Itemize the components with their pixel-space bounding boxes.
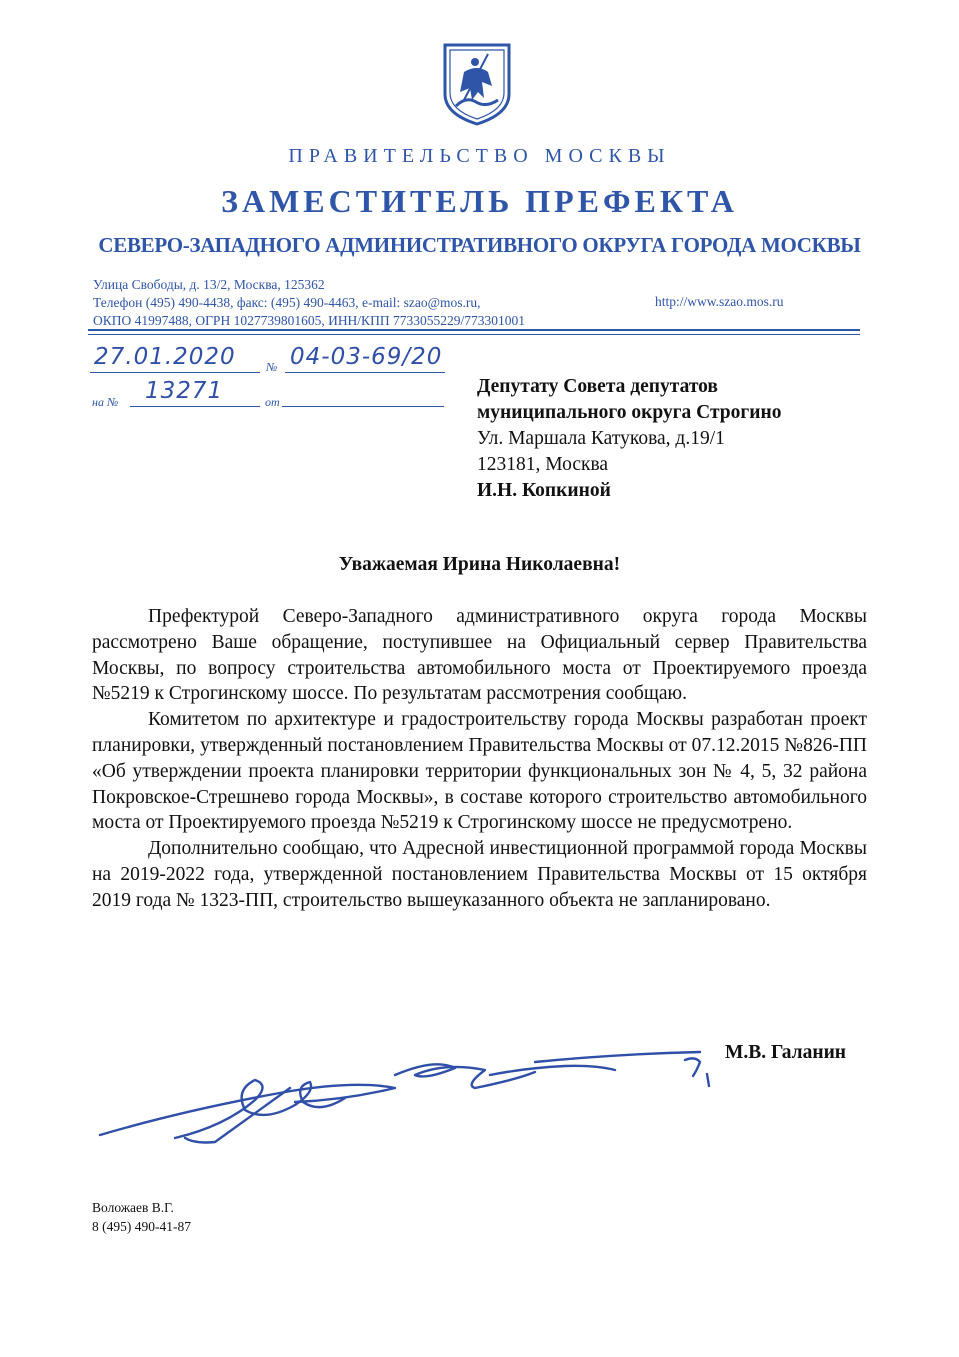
body-paragraph-3: Дополнительно сообщаю, что Адресной инвестиционной программой города Москвы на 2019-2022 года, утвержденной постановлением Правительства Москвы от 15 октября 2019 года № 1323-ПП, строительство вышеуказанного объекта не запланировано. — [92, 838, 867, 911]
letterhead-rule-thin — [88, 334, 860, 335]
position-title: ЗАМЕСТИТЕЛЬ ПРЕФЕКТА — [221, 183, 738, 219]
handwritten-signature — [95, 1030, 715, 1145]
body-paragraph-2: Комитетом по архитектуре и градостроительству города Москвы разработан проект планировки, утвержденный постановлением Правительства Москвы от 07.12.2015 №826-ПП «Об утверждении проекта планировки территории функциональных зон № 4, 5, 32 района Покровское-Стрешнево города Москвы», в составе которого строительство автомобильного моста от Проектируемого проезда №5219 к Строгинскому шоссе не предусмотрено. — [92, 709, 867, 834]
recipient-name: И.Н. Копкиной — [477, 480, 611, 501]
letterhead-phone: Телефон (495) 490-4438, факс: (495) 490-4463, e-mail: szao@mos.ru, — [93, 295, 481, 310]
number-field-line — [285, 372, 445, 373]
moscow-coat-of-arms-icon — [442, 42, 512, 126]
date-field-line — [90, 372, 260, 373]
recipient-block — [477, 374, 781, 504]
reply-number: 13271 — [145, 378, 224, 404]
letter-body — [92, 604, 867, 914]
recipient-title: Депутату Совета депутатов — [477, 376, 718, 397]
registration-number: 04-03-69/20 — [290, 344, 443, 370]
executor-phone: 8 (495) 490-41-87 — [92, 1219, 191, 1234]
letterhead-website: http://www.szao.mos.ru — [655, 294, 784, 309]
number-label: № — [266, 360, 278, 374]
reply-label: на № — [92, 395, 119, 409]
signer-name: М.В. Галанин — [725, 1042, 847, 1063]
reply-field-line — [130, 406, 260, 407]
recipient-street: Ул. Маршала Катукова, д.19/1 — [477, 428, 725, 449]
letterhead-rule — [88, 329, 860, 331]
executor-block — [92, 1198, 191, 1236]
from-field-line — [282, 406, 444, 407]
recipient-city: 123181, Москва — [477, 454, 609, 475]
letterhead-address: Улица Свободы, д. 13/2, Москва, 125362 — [93, 277, 325, 292]
greeting: Уважаемая Ирина Николаевна! — [338, 554, 621, 575]
district-title: СЕВЕРО-ЗАПАДНОГО АДМИНИСТРАТИВНОГО ОКРУГА ГОРОДА МОСКВЫ — [98, 233, 861, 257]
body-paragraph-1: Префектурой Северо-Западного административного округа города Москвы рассмотрено Ваше обращение, поступившее на Официальный сервер Правительства Москвы, по вопросу строительства автомобильного моста от Проектируемого проезда №5219 к Строгинскому шоссе. По результатам рассмотрения сообщаю. — [92, 606, 867, 705]
recipient-district: муниципального округа Строгино — [477, 402, 782, 423]
executor-name: Воложаев В.Г. — [92, 1200, 174, 1215]
registration-date: 27.01.2020 — [94, 344, 236, 370]
from-label: от — [265, 395, 280, 409]
letterhead-codes: ОКПО 41997488, ОГРН 1027739801605, ИНН/КПП 7733055229/773301001 — [93, 313, 525, 328]
government-title: ПРАВИТЕЛЬСТВО МОСКВЫ — [288, 145, 671, 167]
